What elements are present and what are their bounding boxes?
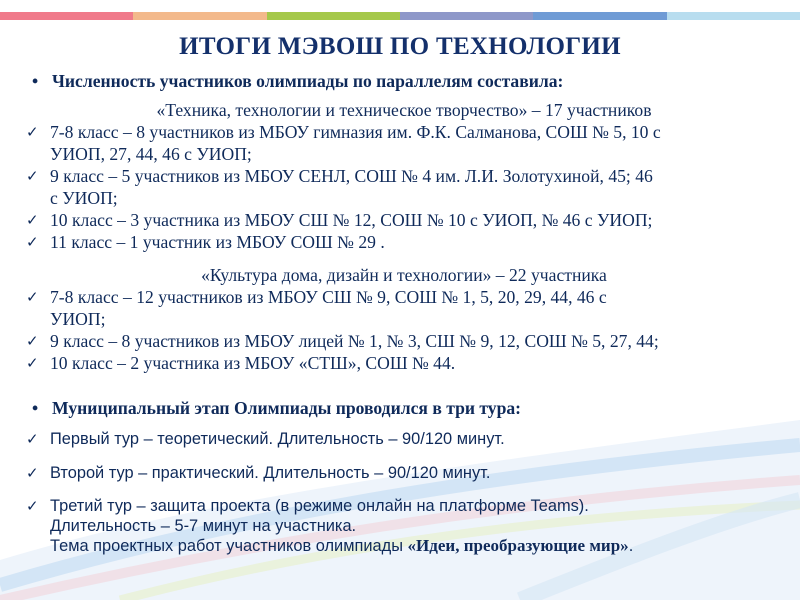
section-heading: • Численность участников олимпиады по параллелям составила: [32,71,564,91]
checkmark-icon: ✓ [26,332,39,350]
list-item: ✓ 10 класс – 3 участника из МБОУ СШ № 12, СОШ № 10 с УИОП, № 46 с УИОП; [26,210,653,230]
page-title: ИТОГИ МЭВОШ ПО ТЕХНОЛОГИИ [179,33,621,60]
list-item: ✓ Второй тур – практический. Длительность – 90/120 минут. [26,464,491,482]
checkmark-icon: ✓ [26,354,39,372]
checkmark-icon: ✓ [26,233,39,251]
checkmark-icon: ✓ [26,430,39,448]
slide-content [24,70,784,568]
list-item: ✓ 7-8 класс – 12 участников из МБОУ СШ № 9, СОШ № 1, 5, 20, 29, 44, 46 с УИОП; [26,287,607,329]
group-title: «Техника, технологии и техническое творчество» – 17 участников [156,100,652,120]
rounds-list [24,428,784,556]
list-item: ✓ Третий тур – защита проекта (в режиме онлайн на платформе Teams). Длительность – 5-7 минут на участника. Тема проектных работ участников олимпиады «Идеи, преобразующие мир». [24,496,784,556]
project-theme-line: Тема проектных работ участников олимпиады «Идеи, преобразующие мир». [50,536,634,555]
checkmark-icon: ✓ [26,167,39,185]
list-item: ✓ 9 класс – 5 участников из МБОУ СЕНЛ, СОШ № 4 им. Л.И. Золотухиной, 45; 46 с УИОП; [26,166,653,208]
bullet-icon: • [32,71,39,91]
list-item: ✓ 11 класс – 1 участник из МБОУ СОШ № 29 . [26,232,385,252]
checkmark-icon: ✓ [26,464,39,482]
checkmark-icon: ✓ [26,288,39,306]
list-item: ✓ 9 класс – 8 участников из МБОУ лицей № 1, № 3, СШ № 9, 12, СОШ № 5, 27, 44; [26,331,659,351]
checkmark-icon: ✓ [26,211,39,229]
checkmark-icon: ✓ [26,497,39,515]
project-theme: «Идеи, преобразующие мир» [407,536,629,555]
group-title: «Культура дома, дизайн и технологии» – 22 участника [201,265,607,285]
section-heading: • Муниципальный этап Олимпиады проводился в три тура: [32,398,522,418]
list-item: ✓ 7-8 класс – 8 участников из МБОУ гимназия им. Ф.К. Салманова, СОШ № 5, 10 с УИОП, 27, 44, 46 с УИОП; [26,122,661,164]
list-item: ✓ Первый тур – теоретический. Длительность – 90/120 минут. [26,430,505,448]
list-item: ✓ 10 класс – 2 участника из МБОУ «СТШ», СОШ № 44. [26,353,456,373]
bullet-icon: • [32,398,39,418]
checkmark-icon: ✓ [26,123,39,141]
